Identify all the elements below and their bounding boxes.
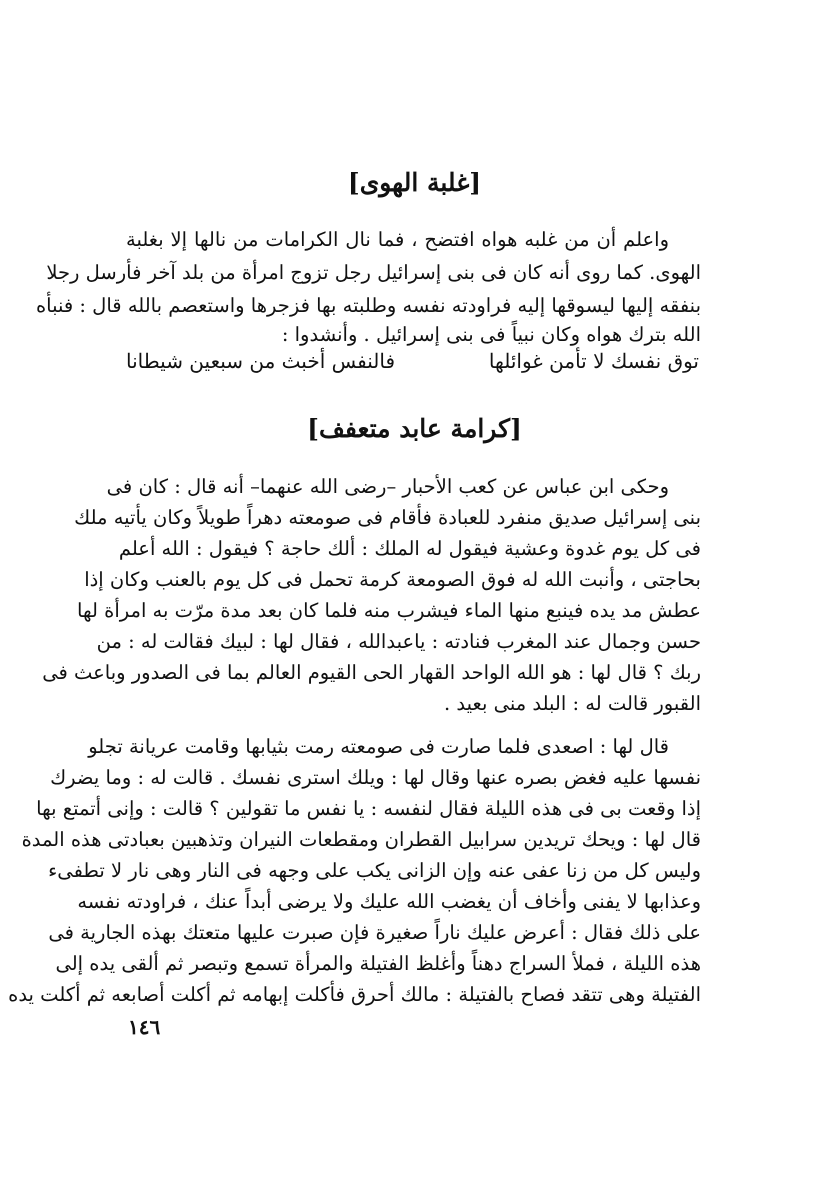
text-line: نفسها عليه فغض بصره عنها وقال لها : ويلك استرى نفسك . قالت له : وما يضرك xyxy=(50,766,701,789)
poem-second-hemistich: فالنفس أخبث من سبعين شيطانا xyxy=(126,349,396,373)
text-line: وعذابها لا يفنى وأخاف أن يغضب الله عليك ولا يرضى أبداً عنك ، فراودته نفسه xyxy=(77,890,701,913)
text-line: قال لها : ويحك تريدين سرابيل القطران ومقطعات النيران وتذهبين بعبادتى هذه المدة xyxy=(21,828,701,851)
text-line: عطش مد يده فينبع منها الماء فيشرب منه فلما كان بعد مدة مرّت به امرأة لها xyxy=(77,599,701,622)
text-line: هذه الليلة ، فملأ السراج دهناً وأغلظ الفتيلة والمرأة تسمع وتبصر ثم ألقى يده إلى xyxy=(55,952,701,975)
section-title-karamat-abid: [كرامة عابد متعفف] xyxy=(307,414,522,443)
text-line: على ذلك فقال : أعرض عليك ناراً صغيرة فإن صبرت عليها متعتك بهذه الجارية فى xyxy=(48,921,701,944)
text-line: قال لها : اصعدى فلما صارت فى صومعته رمت بثيابها وقامت عريانة تجلو xyxy=(88,735,669,758)
text-line: الله بترك هواه وكان نبياً فى بنى إسرائيل . وأنشدوا : xyxy=(281,323,701,346)
text-line: الهوى. كما روى أنه كان فى بنى إسرائيل رجل تزوج امرأة من بلد آخر فأرسل رجلا xyxy=(46,261,701,284)
text-line: فى كل يوم غدوة وعشية فيقول له الملك : ألك حاجة ؟ فيقول : الله أعلم xyxy=(118,537,701,560)
text-line: ربك ؟ قال لها : هو الله الواحد القهار الحى القيوم العالم بما فى الصدور وباعث فى xyxy=(42,661,701,684)
text-line: بحاجتى ، وأنبت الله له فوق الصومعة كرمة تحمل فى كل يوم بالعنب وكان إذا xyxy=(84,568,701,591)
text-line: الفتيلة وهى تتقد فصاح بالفتيلة : مالك أحرق فأكلت إبهامه ثم أكلت أصابعه ثم أكلت يده xyxy=(8,983,701,1006)
text-line: وليس كل من زنا عفى عنه وإن الزانى يكب على وجهه فى النار وهى نار لا تطفىء xyxy=(48,859,701,882)
text-line: حسن وجمال عند المغرب فنادته : ياعبدالله ، فقال لها : لبيك فقالت له : من xyxy=(96,630,701,653)
text-line: وحكى ابن عباس عن كعب الأحبار –رضى الله عنهما– أنه قال : كان فى xyxy=(106,475,669,498)
page-number: ١٤٦ xyxy=(128,1015,161,1039)
text-line: بنى إسرائيل صديق منفرد للعبادة فأقام فى صومعته دهراً طويلاً وكان يأتيه ملك xyxy=(74,506,701,529)
poem-first-hemistich: توق نفسك لا تأمن غوائلها xyxy=(488,349,699,373)
section-title-ghalabat-alhawa: [غلبة الهوى] xyxy=(347,168,482,197)
text-line: بنفقه إليها ليسوقها إليه فراودته نفسه وطلبته بها فزجرها واستعصم بالله قال : فنبأه xyxy=(35,294,701,317)
text-line: واعلم أن من غلبه هواه افتضح ، فما نال الكرامات من نالها إلا بغلبة xyxy=(126,228,669,251)
text-line: القبور قالت له : البلد منى بعيد . xyxy=(444,692,701,715)
text-line: إذا وقعت بى فى هذه الليلة فقال لنفسه : يا نفس ما تقولين ؟ قالت : وإنى أتمتع بها xyxy=(36,797,701,820)
poem-verse xyxy=(126,345,699,377)
